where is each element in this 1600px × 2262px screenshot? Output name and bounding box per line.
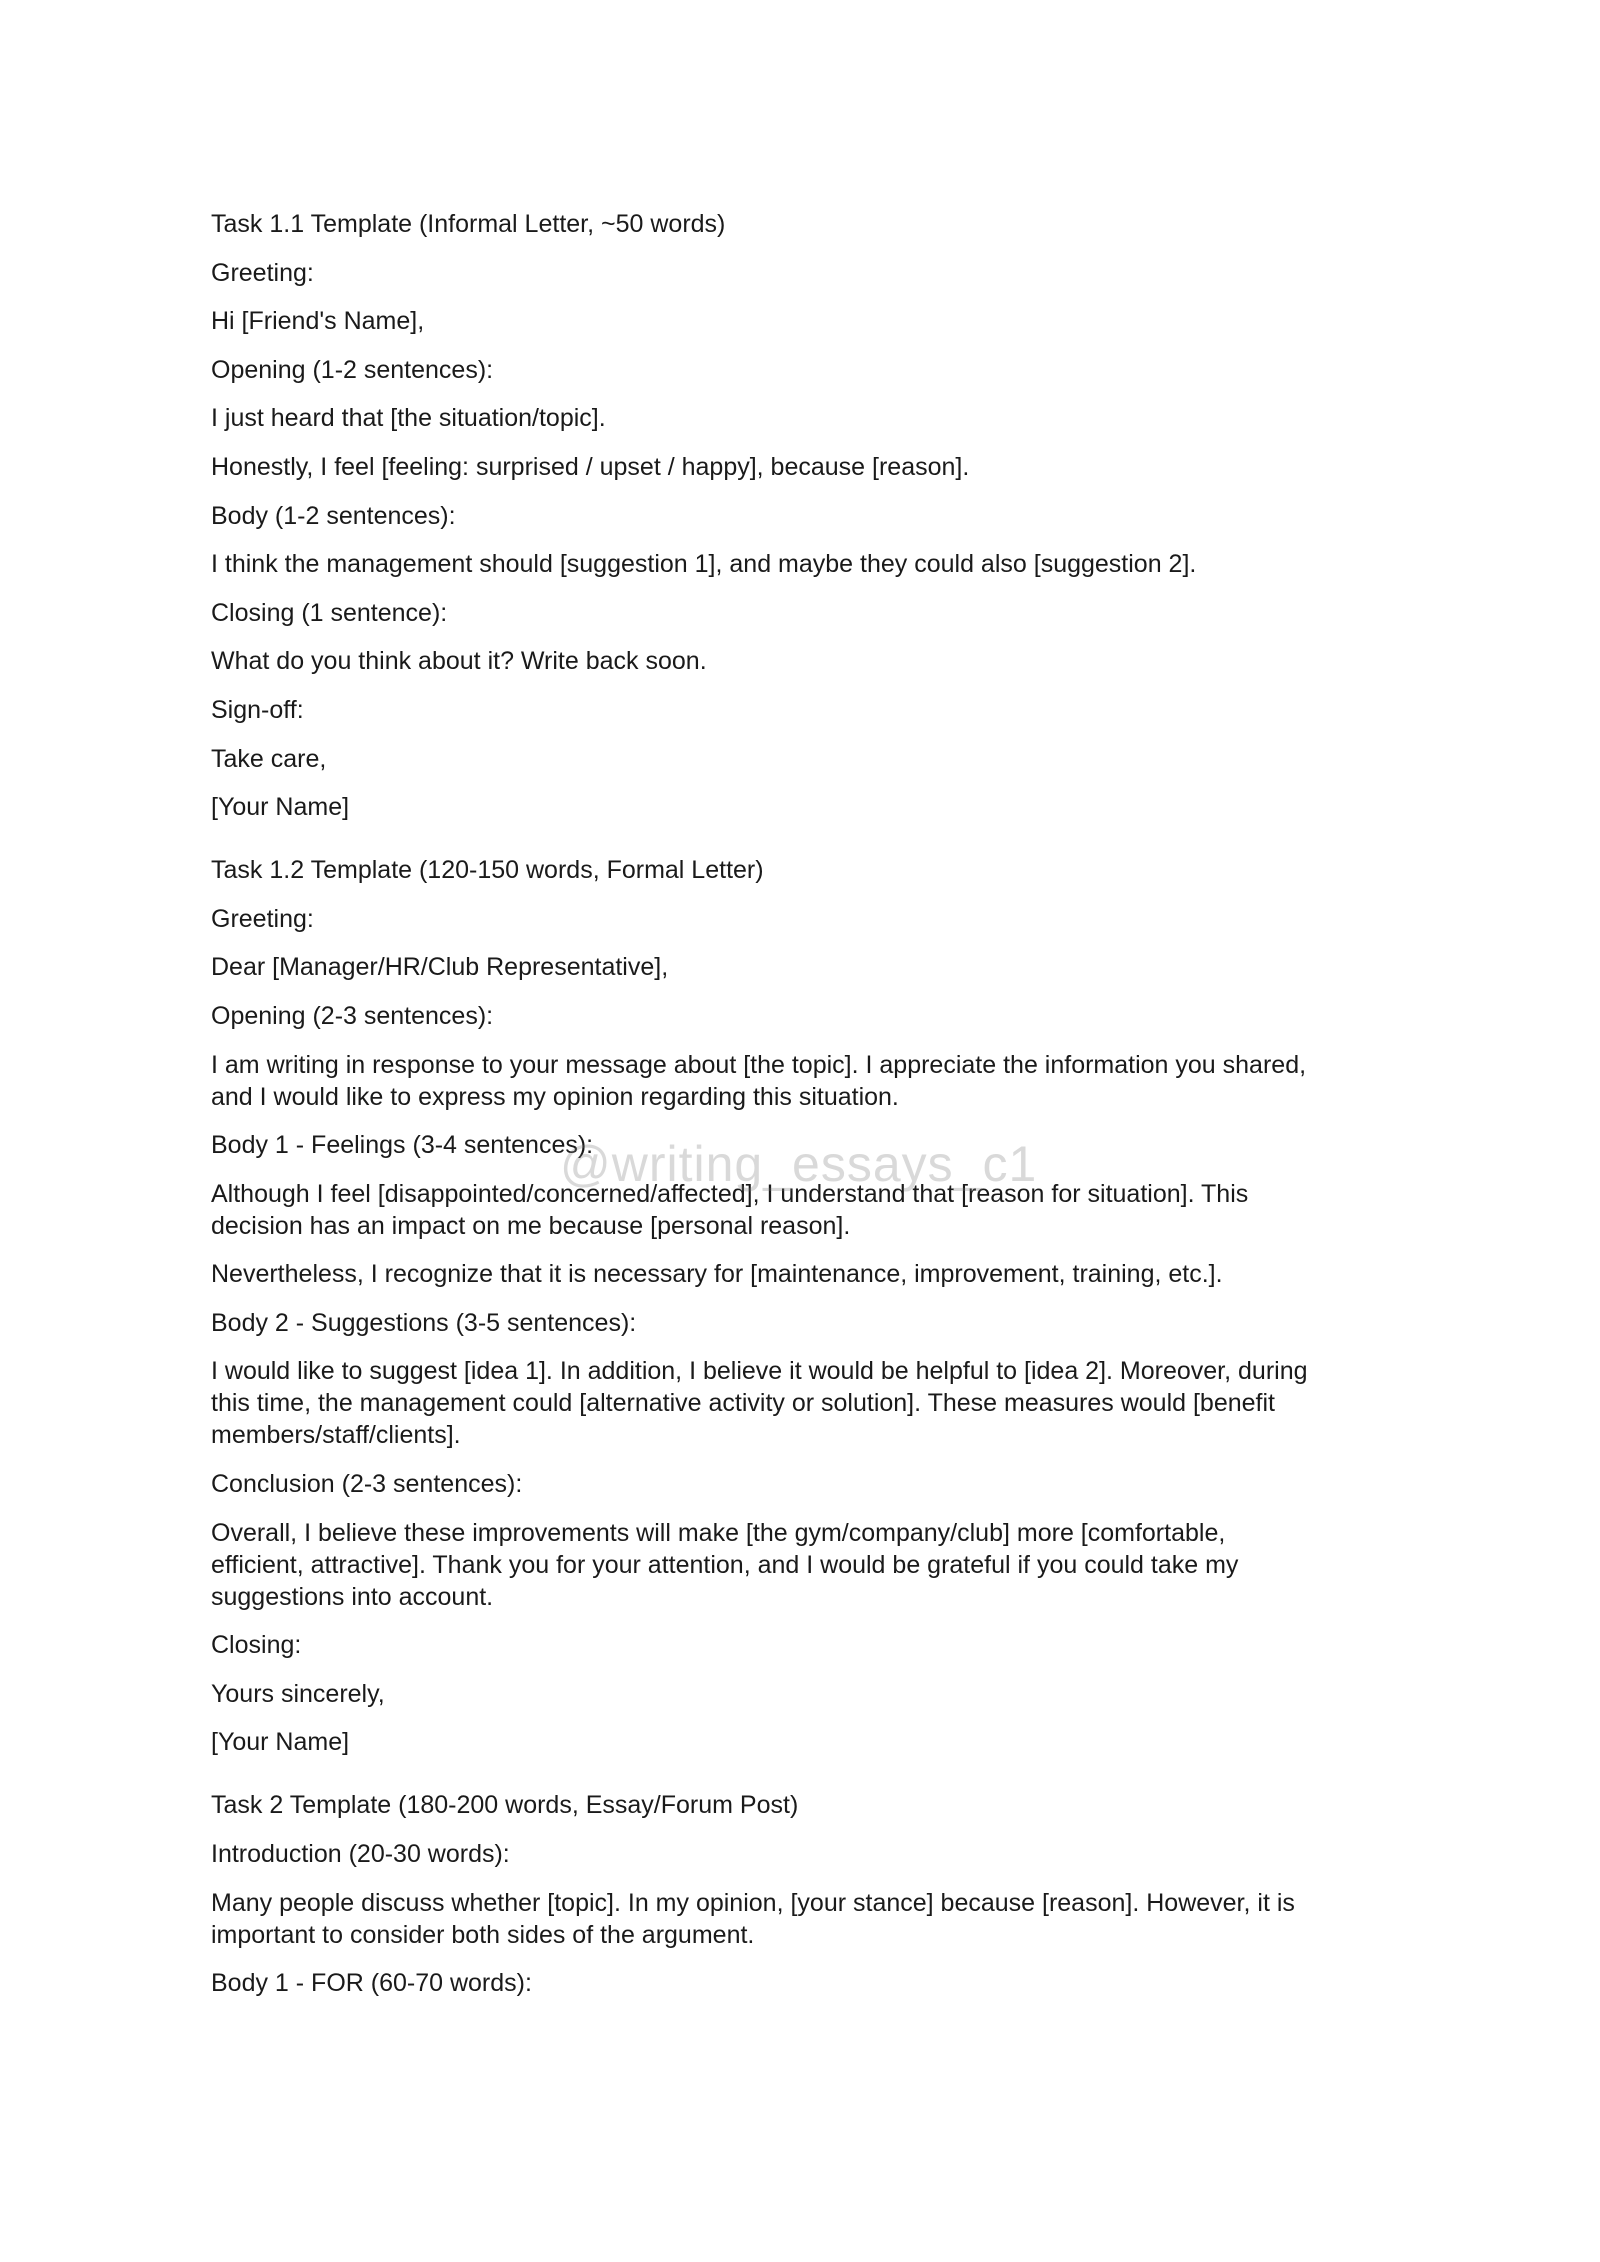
text-opening-1: I just heard that [the situation/topic]. bbox=[211, 404, 606, 433]
section-title: Task 1.2 Template (120-150 words, Formal Letter) bbox=[211, 856, 764, 885]
watermark: @writing_essays_c1 bbox=[560, 1136, 1038, 1192]
label-closing: Closing (1 sentence): bbox=[211, 598, 448, 627]
label-opening: Opening (1-2 sentences): bbox=[211, 355, 494, 384]
label-greeting: Greeting: bbox=[211, 258, 314, 287]
label-body-suggestions: Body 2 - Suggestions (3-5 sentences): bbox=[211, 1308, 637, 1337]
text-conclusion: Overall, I believe these improvements will make [the gym/company/club] more [comfortable, efficient, attractive]. Thank you for your attention, and I would be grateful if you could take my suggestions into account. bbox=[211, 1518, 1239, 1611]
text-body-feelings-2: Nevertheless, I recognize that it is necessary for [maintenance, improvement, training, etc.]. bbox=[211, 1260, 1223, 1289]
label-body-for: Body 1 - FOR (60-70 words): bbox=[211, 1969, 532, 1998]
text-greeting: Dear [Manager/HR/Club Representative], bbox=[211, 953, 669, 982]
label-body-feelings: Body 1 - Feelings (3-4 sentences): bbox=[211, 1131, 594, 1160]
label-sign-off: Sign-off: bbox=[211, 695, 304, 724]
section-task-2 bbox=[211, 1789, 1411, 1999]
text-body-feelings-1: Although I feel [disappointed/concerned/affected], I understand that [reason for situation]. This decision has an impact on me because [personal reason]. bbox=[211, 1179, 1249, 1240]
text-opening-2: Honestly, I feel [feeling: surprised / upset / happy], because [reason]. bbox=[211, 452, 970, 481]
text-your-name: [Your Name] bbox=[211, 793, 350, 822]
text-body: I think the management should [suggestion 1], and maybe they could also [suggestion 2]. bbox=[211, 550, 1197, 579]
label-opening: Opening (2-3 sentences): bbox=[211, 1001, 494, 1030]
section-task-1-2 bbox=[211, 854, 1411, 1758]
text-closing: What do you think about it? Write back soon. bbox=[211, 647, 707, 676]
section-title: Task 1.1 Template (Informal Letter, ~50 words) bbox=[211, 210, 726, 238]
text-closing: Yours sincerely, bbox=[211, 1679, 385, 1708]
text-body-suggestions: I would like to suggest [idea 1]. In addition, I believe it would be helpful to [idea 2]. Moreover, during this time, the management could [alternative activity or solution]. These measures would [benefit members/staff/clients]. bbox=[211, 1357, 1308, 1450]
text-introduction: Many people discuss whether [topic]. In my opinion, [your stance] because [reason]. However, it is important to consider both sides of the argument. bbox=[211, 1888, 1295, 1949]
text-greeting: Hi [Friend's Name], bbox=[211, 307, 425, 336]
text-sign-off: Take care, bbox=[211, 744, 327, 773]
section-task-1-1 bbox=[211, 208, 1411, 823]
label-greeting: Greeting: bbox=[211, 904, 314, 933]
section-title: Task 2 Template (180-200 words, Essay/Forum Post) bbox=[211, 1791, 799, 1820]
label-conclusion: Conclusion (2-3 sentences): bbox=[211, 1470, 523, 1499]
document-body bbox=[211, 208, 1411, 2016]
label-body: Body (1-2 sentences): bbox=[211, 501, 456, 530]
text-your-name: [Your Name] bbox=[211, 1728, 350, 1757]
text-opening: I am writing in response to your message about [the topic]. I appreciate the information you shared, and I would like to express my opinion regarding this situation. bbox=[211, 1050, 1307, 1111]
label-introduction: Introduction (20-30 words): bbox=[211, 1840, 510, 1869]
label-closing: Closing: bbox=[211, 1631, 302, 1660]
